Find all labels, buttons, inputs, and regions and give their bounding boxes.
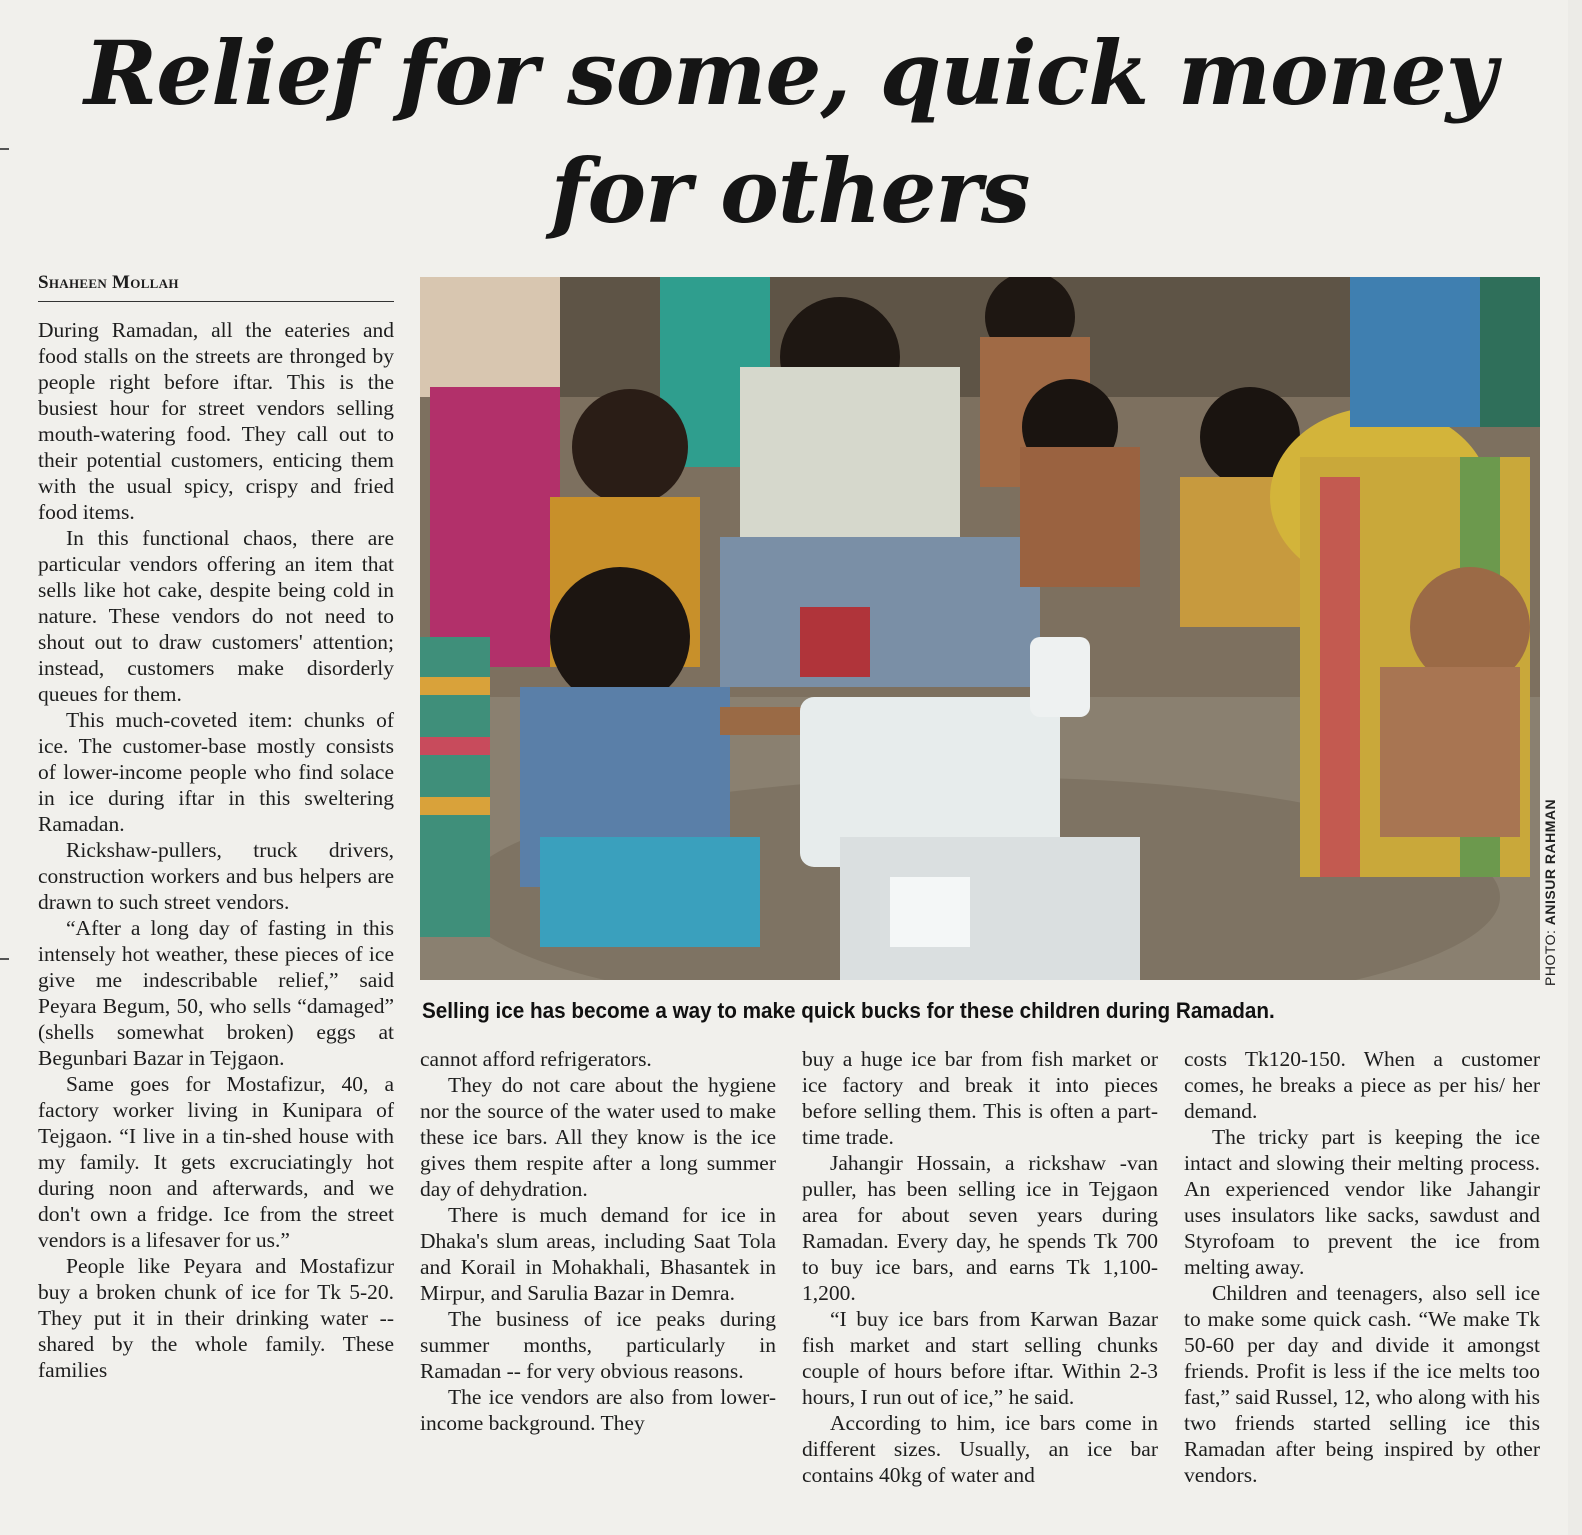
paragraph: This much-coveted item: chunks of ice. The customer-base mostly consists of lower-income people who find solace in ice during iftar in this sweltering Ramadan. xyxy=(38,708,394,836)
paragraph: People like Peyara and Mostafizur buy a broken chunk of ice for Tk 5-20. They put it in their drinking water -- shared by the whole family. These families xyxy=(38,1254,394,1382)
headline xyxy=(60,14,1520,250)
headline-line-1: Relief for some, quick money xyxy=(84,21,1496,125)
article-column-1 xyxy=(38,317,394,1383)
paragraph: There is much demand for ice in Dhaka's slum areas, including Saat Tola and Korail in Mohakhali, Bhasantek in Mirpur, and Sarulia Bazar in Demra. xyxy=(420,1203,776,1305)
paragraph: cannot afford refrigerators. xyxy=(420,1047,652,1071)
paragraph: Children and teenagers, also sell ice to make some quick cash. “We make Tk 50-60 per day and divide it amongst friends. Profit is less if the ice melts too fast,” said Russel, 12, who along with his two friends started selling ice this Ramadan after being inspired by other vendors. xyxy=(1184,1281,1540,1487)
headline-line-2: for others xyxy=(550,139,1030,243)
photo-caption: Selling ice has become a way to make quick bucks for these children during Ramadan. xyxy=(422,998,1275,1023)
paragraph: In this functional chaos, there are particular vendors offering an item that sells like hot cake, despite being cold in nature. These vendors do not need to shout out to draw customers' attention; instead, customers make disorderly queues for them. xyxy=(38,526,394,706)
article-column-3 xyxy=(802,1046,1158,1488)
paragraph: The tricky part is keeping the ice intact and slowing their melting process. An experienced vendor like Jahangir uses insulators like sacks, sawdust and Styrofoam to prevent the ice from melting away. xyxy=(1184,1125,1540,1279)
paragraph: “After a long day of fasting in this intensely hot weather, these pieces of ice give me indescribable relief,” said Peyara Begum, 50, who sells “damaged” (shells somewhat broken) eggs at Begunbari Bazar in Tejgaon. xyxy=(38,916,394,1070)
byline: Shaheen Mollah xyxy=(38,272,394,302)
paragraph: Jahangir Hossain, a rickshaw -van puller, has been selling ice in Tejgaon area for about seven years during Ramadan. Every day, he spends Tk 700 to buy ice bars, and earns Tk 1,100-1,200. xyxy=(802,1151,1158,1305)
photo-credit xyxy=(1542,799,1558,986)
paragraph: buy a huge ice bar from fish market or ice factory and break it into pieces before selling them. This is often a part-time trade. xyxy=(802,1047,1158,1149)
paragraph: Rickshaw-pullers, truck drivers, construction workers and bus helpers are drawn to such street vendors. xyxy=(38,838,394,914)
paragraph: “I buy ice bars from Karwan Bazar fish market and start selling chunks couple of hours before iftar. Within 2-3 hours, I run out of ice,” he said. xyxy=(802,1307,1158,1409)
paragraph: The ice vendors are also from lower-income background. They xyxy=(420,1385,776,1435)
photo-credit-label: PHOTO: xyxy=(1542,929,1558,986)
paragraph: They do not care about the hygiene nor the source of the water used to make these ice bars. All they know is the ice gives them respite after a long summer day of dehydration. xyxy=(420,1073,776,1201)
paragraph: Same goes for Mostafizur, 40, a factory worker living in Kunipara of Tejgaon. “I live in a tin-shed house with my family. It gets excruciatingly hot during noon and afterwards, and we don't own a fridge. Ice from the street vendors is a lifesaver for us.” xyxy=(38,1072,394,1252)
photo-credit-name: ANISUR RAHMAN xyxy=(1542,798,1558,926)
page-edge xyxy=(1568,0,1582,1535)
photo-illustration xyxy=(420,277,1540,980)
article-column-2 xyxy=(420,1046,776,1436)
paragraph: The business of ice peaks during summer months, particularly in Ramadan -- for very obvious reasons. xyxy=(420,1307,776,1383)
news-photo xyxy=(420,277,1540,980)
paragraph: costs Tk120-150. When a customer comes, he breaks a piece as per his/ her demand. xyxy=(1184,1047,1540,1123)
margin-rule xyxy=(0,958,9,960)
margin-rule xyxy=(0,148,9,150)
paragraph: During Ramadan, all the eateries and food stalls on the streets are thronged by people right before iftar. This is the busiest hour for street vendors selling mouth-watering food. They call out to their potential customers, enticing them with the usual spicy, crispy and fried food items. xyxy=(38,318,394,524)
article-column-4 xyxy=(1184,1046,1540,1488)
paragraph: According to him, ice bars come in different sizes. Usually, an ice bar contains 40kg of water and xyxy=(802,1411,1158,1487)
